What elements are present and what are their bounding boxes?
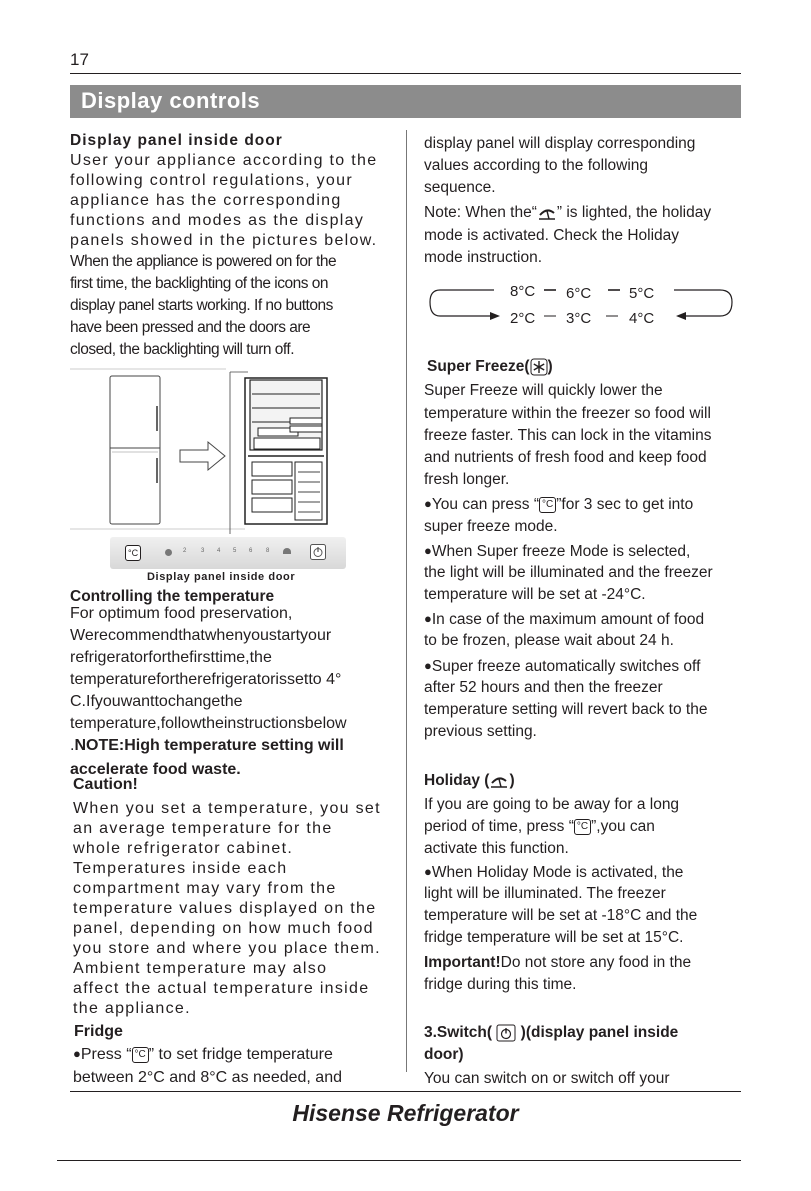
open-fridge-drawing [230, 372, 327, 534]
body-line: fresh longer. [424, 471, 510, 488]
body-line: mode is activated. Check the Holiday [424, 227, 680, 244]
caution-line: Ambient temperature may also [73, 960, 328, 977]
caution-line: panel, depending on how much food [73, 920, 374, 937]
panel-digit: 6 [249, 548, 253, 554]
section-banner [70, 85, 741, 118]
note-line: accelerate food waste. [70, 761, 241, 778]
temperature-button-icon: °C [574, 819, 591, 835]
intro-line: appliance has the corresponding [70, 192, 342, 209]
bullet-icon: ● [424, 611, 432, 626]
body-line: temperature will be set at -18°C and the [424, 907, 698, 924]
heading-switch-cont: door) [424, 1046, 464, 1063]
body-line: fridge during this time. [424, 976, 577, 993]
body-line: and nutrients of fresh food and keep food [424, 449, 707, 466]
intro-line: When the appliance is powered on for the [70, 253, 337, 270]
bullet-item: ●When Super freeze Mode is selected, [424, 543, 691, 560]
footer-brand: Hisense Refrigerator [292, 1100, 519, 1126]
holiday-icon [489, 774, 509, 788]
body-line: light will be illuminated. The freezer [424, 885, 666, 902]
body-line: You can switch on or switch off your [424, 1070, 670, 1087]
bottom-rule [57, 1160, 741, 1161]
bullet-icon: ● [73, 1046, 81, 1061]
caution-line: whole refrigerator cabinet. [73, 840, 294, 857]
note-text: NOTE:High temperature setting will [74, 737, 344, 754]
intro-line: functions and modes as the display [70, 212, 365, 229]
seq-value: 5°C [629, 285, 655, 302]
intro-line: closed, the backlighting will turn off. [70, 341, 295, 358]
bullet-icon: ● [424, 658, 432, 673]
holiday-icon [283, 548, 291, 554]
fridge-instruction: ●Press “ °C ” to set fridge temperature [73, 1046, 333, 1063]
holiday-icon [537, 206, 557, 220]
body-line: temperature,followtheinstructionsbelow [70, 715, 347, 732]
body-line: For optimum food preservation, [70, 605, 293, 622]
caution-line: the appliance. [73, 1000, 191, 1017]
body-line: previous setting. [424, 723, 537, 740]
heading-switch: 3.Switch( )(display panel inside [424, 1024, 679, 1041]
body-line: C.Ifyouwanttochangethe [70, 693, 243, 710]
display-panel [110, 537, 346, 569]
section-title: Display controls [81, 88, 261, 113]
body-line: to be frozen, please wait about 24 h. [424, 632, 674, 649]
body-line: temperature will be set at -24°C. [424, 586, 646, 603]
caution-line: compartment may vary from the [73, 880, 337, 897]
seq-value: 2°C [510, 310, 536, 327]
body-line: freeze faster. This can lock in the vitamins [424, 427, 712, 444]
page-number: 17 [70, 50, 89, 69]
body-line: temperature within the freezer so food will [424, 405, 711, 422]
power-icon [496, 1024, 516, 1042]
seq-value: 3°C [566, 310, 592, 327]
important-note: Important!Do not store any food in the [424, 954, 692, 971]
bullet-icon: ● [424, 496, 432, 511]
heading-caution: Caution! [73, 776, 138, 793]
panel-digit: 5 [233, 548, 237, 554]
bullet-item: ●In case of the maximum amount of food [424, 611, 705, 628]
heading-controlling-temperature: Controlling the temperature [70, 588, 275, 605]
body-line: temperature setting will revert back to the [424, 701, 708, 718]
heading-display-panel: Display panel inside door [70, 132, 283, 149]
panel-digit: 8 [266, 548, 270, 554]
caution-line: an average temperature for the [73, 820, 333, 837]
column-divider [406, 130, 407, 1072]
figure-caption: Display panel inside door [147, 571, 296, 583]
heading-fridge: Fridge [74, 1023, 123, 1040]
body-line: Werecommendthatwhenyoustartyour [70, 627, 332, 644]
body-line: mode instruction. [424, 249, 543, 266]
heading-super-freeze: Super Freeze( ) [427, 358, 553, 375]
intro-line: have been pressed and the doors are [70, 319, 311, 336]
bullet-item: ●Super freeze automatically switches off [424, 658, 701, 675]
temperature-button[interactable]: °C [125, 545, 141, 561]
seq-value: 8°C [510, 283, 536, 300]
intro-line: User your appliance according to the [70, 152, 378, 169]
caution-line: temperature values displayed on the [73, 900, 377, 917]
seq-value: 6°C [566, 285, 592, 302]
bullet-item: ●You can press “ °C ”for 3 sec to get into [424, 496, 694, 513]
body-line: after 52 hours and then the freezer [424, 679, 663, 696]
temperature-button-icon: °C [539, 497, 556, 513]
body-line: between 2°C and 8°C as needed, and [73, 1069, 342, 1086]
body-line: sequence. [424, 179, 496, 196]
body-line: values according to the following [424, 157, 649, 174]
panel-digit: 2 [183, 548, 187, 554]
body-line: activate this function. [424, 840, 569, 857]
note-line [70, 735, 344, 757]
body-line: display panel will display corresponding [424, 135, 696, 152]
caution-line: affect the actual temperature inside [73, 980, 370, 997]
caution-line: you store and where you place them. [73, 940, 381, 957]
body-line: period of time, press “ °C ”,you can [424, 818, 655, 835]
header-rule [70, 73, 741, 74]
caution-line: When you set a temperature, you set [73, 800, 381, 817]
heading-holiday: Holiday ( ) [424, 772, 515, 789]
snowflake-icon [165, 549, 172, 556]
snowflake-icon [530, 358, 548, 376]
panel-digit: 4 [217, 548, 221, 554]
intro-line: following control regulations, your [70, 172, 353, 189]
footer-rule [70, 1091, 741, 1092]
body-line: refrigeratorforthefirsttime,the [70, 649, 272, 666]
right-arrow-icon [180, 442, 225, 470]
body-line: Super Freeze will quickly lower the [424, 382, 663, 399]
intro-line: panels showed in the pictures below. [70, 232, 378, 249]
caution-line: Temperatures inside each [73, 860, 288, 877]
body-line: If you are going to be away for a long [424, 796, 680, 813]
intro-line: display panel starts working. If no buttons [70, 297, 333, 314]
body-line: temperaturefortherefrigeratorissetto 4° [70, 671, 342, 688]
bullet-icon: ● [424, 543, 432, 558]
holiday-note: Note: When the“ ” is lighted, the holiday [424, 204, 712, 221]
bullet-item: ●When Holiday Mode is activated, the [424, 864, 684, 881]
power-icon[interactable] [310, 544, 326, 560]
closed-fridge-drawing [110, 376, 160, 524]
temperature-button-icon: °C [132, 1047, 149, 1063]
body-line: fridge temperature will be set at 15°C. [424, 929, 684, 946]
body-line: the light will be illuminated and the freezer [424, 564, 713, 581]
note-prefix: . [70, 737, 75, 754]
panel-digit: 3 [201, 548, 205, 554]
seq-value: 4°C [629, 310, 655, 327]
intro-line: first time, the backlighting of the icons on [70, 275, 329, 292]
body-line: super freeze mode. [424, 518, 558, 535]
bullet-icon: ● [424, 864, 432, 879]
